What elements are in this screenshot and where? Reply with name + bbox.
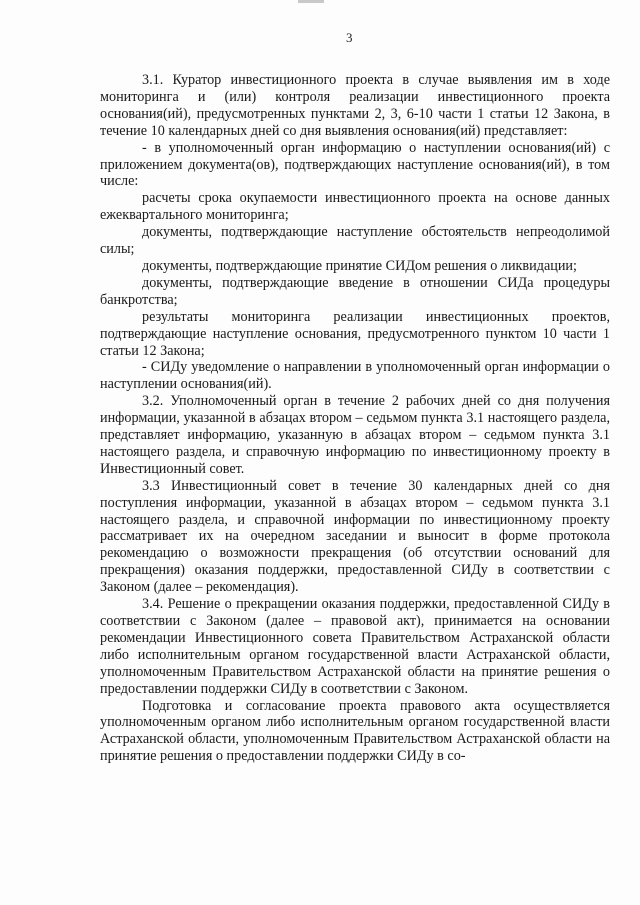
paragraph-legal-act-preparation: Подготовка и согласование проекта правового акта осуществляется уполномоченным органом либо исполнительным органом государственной власти Астраханской области, уполномоченным Правительством Астраханской области на принятие решения о предоставлении поддержки СИДу в со- <box>100 697 610 765</box>
document-body <box>100 72 610 765</box>
paragraph-liquidation-docs: документы, подтверждающие принятие СИДом решения о ликвидации; <box>142 257 577 274</box>
page-number: 3 <box>346 30 353 45</box>
paragraph-to-authorized-body: - в уполномоченный орган информацию о наступлении основания(ий) с приложением документа(ов), подтверждающих наступление основания(ий), в том числе: <box>100 139 610 190</box>
paragraph-3-1: 3.1. Куратор инвестиционного проекта в случае выявления им в ходе мониторинга и (или) контроля реализации инвестиционного проекта основания(ий), предусмотренных пунктами 2, 3, 6-10 части 1 статьи 12 Закона, в течение 10 календарных дней со дня выявления основания(ий) представляет: <box>100 72 610 139</box>
scan-mark <box>298 0 324 3</box>
paragraph-monitoring-results: результаты мониторинга реализации инвестиционных проектов, подтверждающие наступление основания, предусмотренного пунктом 10 части 1 статьи 12 Закона; <box>100 308 610 359</box>
paragraph-payback-calculations: расчеты срока окупаемости инвестиционного проекта на основе данных ежеквартального мониторинга; <box>100 190 610 224</box>
paragraph-3-3: 3.3 Инвестиционный совет в течение 30 календарных дней со дня поступления информации, указанной в абзацах втором – седьмом пункта 3.1 настоящего раздела, и справочной информации по инвестиционному проекту рассматривает их на очередном заседании и выносит в форме протокола рекомендацию о возможности прекращения (об отсутствии оснований для прекращения) оказания поддержки, предоставленной СИДу в соответствии с Законом (далее – рекомендация). <box>100 477 610 596</box>
paragraph-notification: - СИДу уведомление о направлении в уполномоченный орган информации о наступлении основания(ий). <box>100 359 610 393</box>
paragraph-force-majeure-docs: документы, подтверждающие наступление обстоятельств непреодолимой силы; <box>100 224 610 258</box>
paragraph-3-2: 3.2. Уполномоченный орган в течение 2 рабочих дней со дня получения информации, указанной в абзацах втором – седьмом пункта 3.1 настоящего раздела, представляет информацию, указанную в абзацах втором – седьмом пункта 3.1 настоящего раздела, и справочную информацию по инвестиционному проекту в Инвестиционный совет. <box>100 393 610 477</box>
paragraph-3-4: 3.4. Решение о прекращении оказания поддержки, предоставленной СИДу в соответствии с Законом (далее – правовой акт), принимается на основании рекомендации Инвестиционного совета Правительством Астраханской области либо исполнительным органом государственной власти Астраханской области, уполномоченным Правительством Астраханской области на принятие решения о предоставлении поддержки СИДу в соответствии с Законом. <box>100 596 610 697</box>
paragraph-bankruptcy-docs: документы, подтверждающие введение в отношении СИДа процедуры банкротства; <box>100 274 610 308</box>
